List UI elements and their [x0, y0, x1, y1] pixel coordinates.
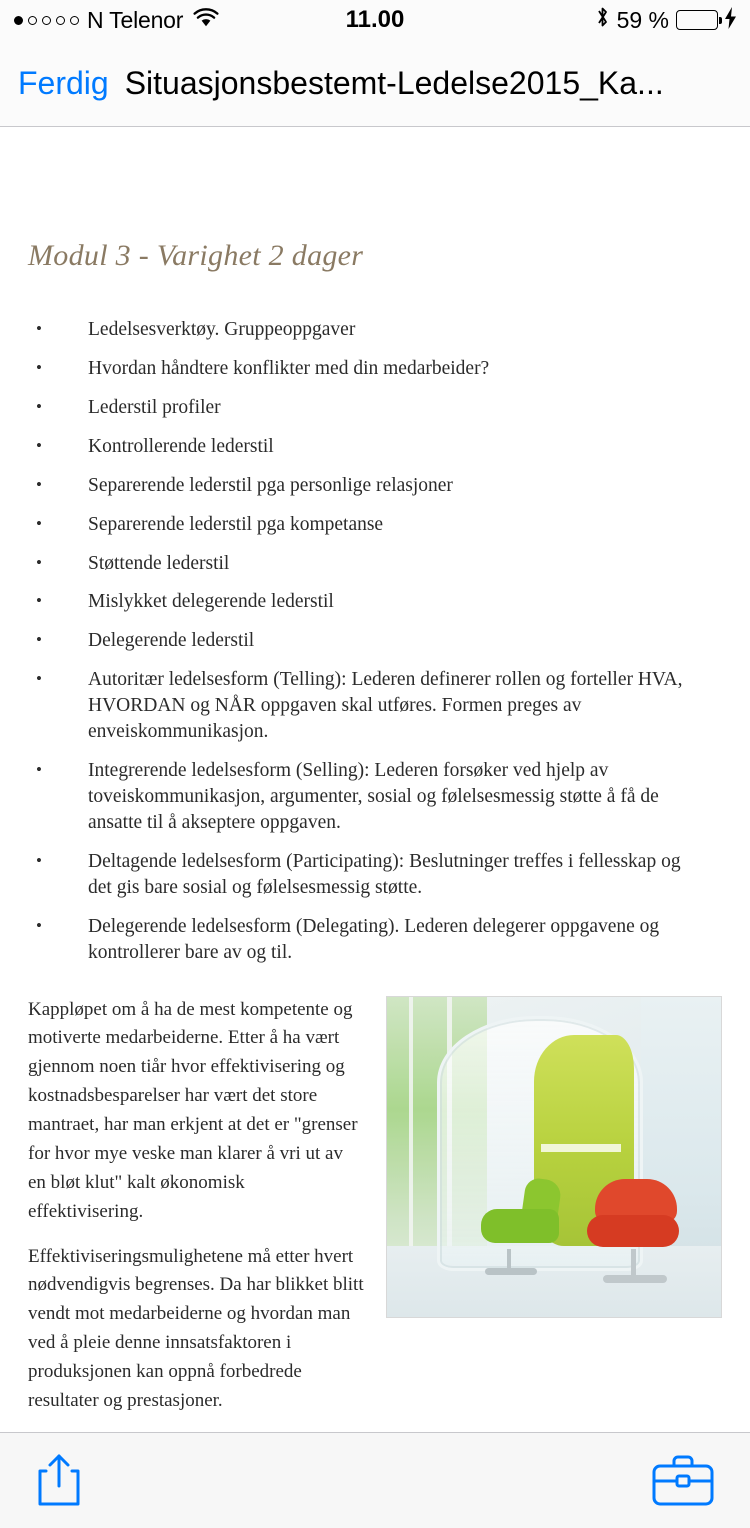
list-item-text: Lederstil profiler: [88, 396, 221, 418]
briefcase-icon[interactable]: [652, 1454, 714, 1506]
bullet-marker: •: [36, 357, 42, 377]
list-item-text: Integrerende ledelsesform (Selling): Lederen forsøker ved hjelp av toveiskommunikasjon, argumenter, sosial og følelsesmessig støtte å få de ansatte til å akseptere oppgaven.: [88, 760, 659, 833]
list-item-text: Separerende lederstil pga personlige relasjoner: [88, 474, 453, 496]
list-item: [28, 849, 722, 901]
list-item: [28, 758, 722, 836]
bluetooth-icon: [595, 5, 610, 35]
list-item-text: Deltagende ledelsesform (Participating): Beslutninger treffes i fellesskap og det gis bare sosial og følelsesmessig støtte.: [88, 850, 681, 898]
bullet-marker: •: [36, 669, 42, 689]
list-item-text: Støttende lederstil: [88, 552, 230, 574]
bullet-list: [28, 317, 722, 966]
bullet-marker: •: [36, 319, 42, 338]
paragraph: Effektiviseringsmulighetene må etter hvert nødvendigvis begrenses. Da har blikket blitt vendt mot medarbeiderne og hvordan man ved å pleie denne innsatsfaktoren i produksjonen kan oppnå forbedrede resultater og prestasjoner.: [28, 1245, 364, 1411]
bullet-marker: •: [36, 513, 42, 533]
battery-icon: [676, 10, 718, 30]
list-item: [28, 914, 722, 966]
status-bar: [0, 0, 750, 40]
list-item-text: Separerende lederstil pga kompetanse: [88, 513, 384, 535]
document-title: Situasjonsbestemt-Ledelse2015_Ka...: [124, 64, 664, 101]
list-item-text: Delegerende ledelsesform (Delegating). Lederen delegerer oppgavene og kontrollerer bare av og til.: [88, 915, 660, 963]
share-icon[interactable]: [36, 1452, 82, 1508]
list-item-text: Ledelsesverktøy. Gruppeoppgaver: [88, 319, 356, 340]
signal-strength-icon: [14, 16, 79, 25]
list-item: [28, 589, 722, 615]
bullet-marker: •: [36, 630, 42, 650]
bullet-marker: •: [36, 915, 42, 935]
list-item: [28, 317, 722, 343]
clock-label: 11.00: [345, 6, 405, 33]
office-pod-photo: [386, 996, 722, 1318]
navigation-bar: [0, 40, 750, 127]
paragraph: Kappløpet om å ha de mest kompetente og motiverte medarbeiderne. Etter å ha vært gjennom noen tiår hvor effektivisering og kostnadsbesparelser har vært det store mantraet, har man erkjent at det er "grenser for hvor mye veske man klarer å vri ut av en bløt klut" kalt økonomisk effektivisering.: [28, 998, 358, 1222]
section-heading: Modul 3 - Varighet 2 dager: [28, 239, 364, 272]
document-scroll-area[interactable]: [0, 127, 750, 1432]
list-item: [28, 667, 722, 745]
lower-content: [28, 996, 722, 1432]
list-item-text: Hvordan håndtere konflikter med din medarbeider?: [88, 357, 490, 379]
bullet-marker: •: [36, 552, 42, 572]
bullet-marker: •: [36, 591, 42, 611]
status-bar-right: [595, 5, 736, 35]
list-item: [28, 512, 722, 538]
list-item-text: Mislykket delegerende lederstil: [88, 591, 334, 613]
done-button[interactable]: Ferdig: [18, 64, 109, 101]
body-text-column: [28, 996, 364, 1432]
carrier-label: N Telenor: [87, 6, 184, 33]
list-item: [28, 551, 722, 577]
bullet-marker: •: [36, 850, 42, 870]
wifi-icon: [193, 7, 219, 34]
battery-percent-label: 59 %: [616, 6, 669, 33]
list-item: [28, 473, 722, 499]
status-bar-left: [14, 7, 595, 34]
list-item: [28, 356, 722, 382]
list-item: [28, 395, 722, 421]
bullet-marker: •: [36, 396, 42, 416]
document-page: [0, 239, 750, 1432]
list-item-text: Autoritær ledelsesform (Telling): Lederen definerer rollen og forteller HVA, HVORDAN og NÅR oppgaven skal utføres. Formen preges av enveiskommunikasjon.: [88, 669, 683, 743]
list-item: [28, 628, 722, 654]
list-item-text: Kontrollerende lederstil: [88, 435, 274, 457]
list-item-text: Delegerende lederstil: [88, 630, 255, 652]
bullet-marker: •: [36, 760, 42, 780]
lightning-bolt-icon: [725, 7, 736, 33]
list-item: [28, 434, 722, 460]
bullet-marker: •: [36, 474, 42, 494]
bottom-toolbar: [0, 1432, 750, 1528]
bullet-marker: •: [36, 435, 42, 455]
